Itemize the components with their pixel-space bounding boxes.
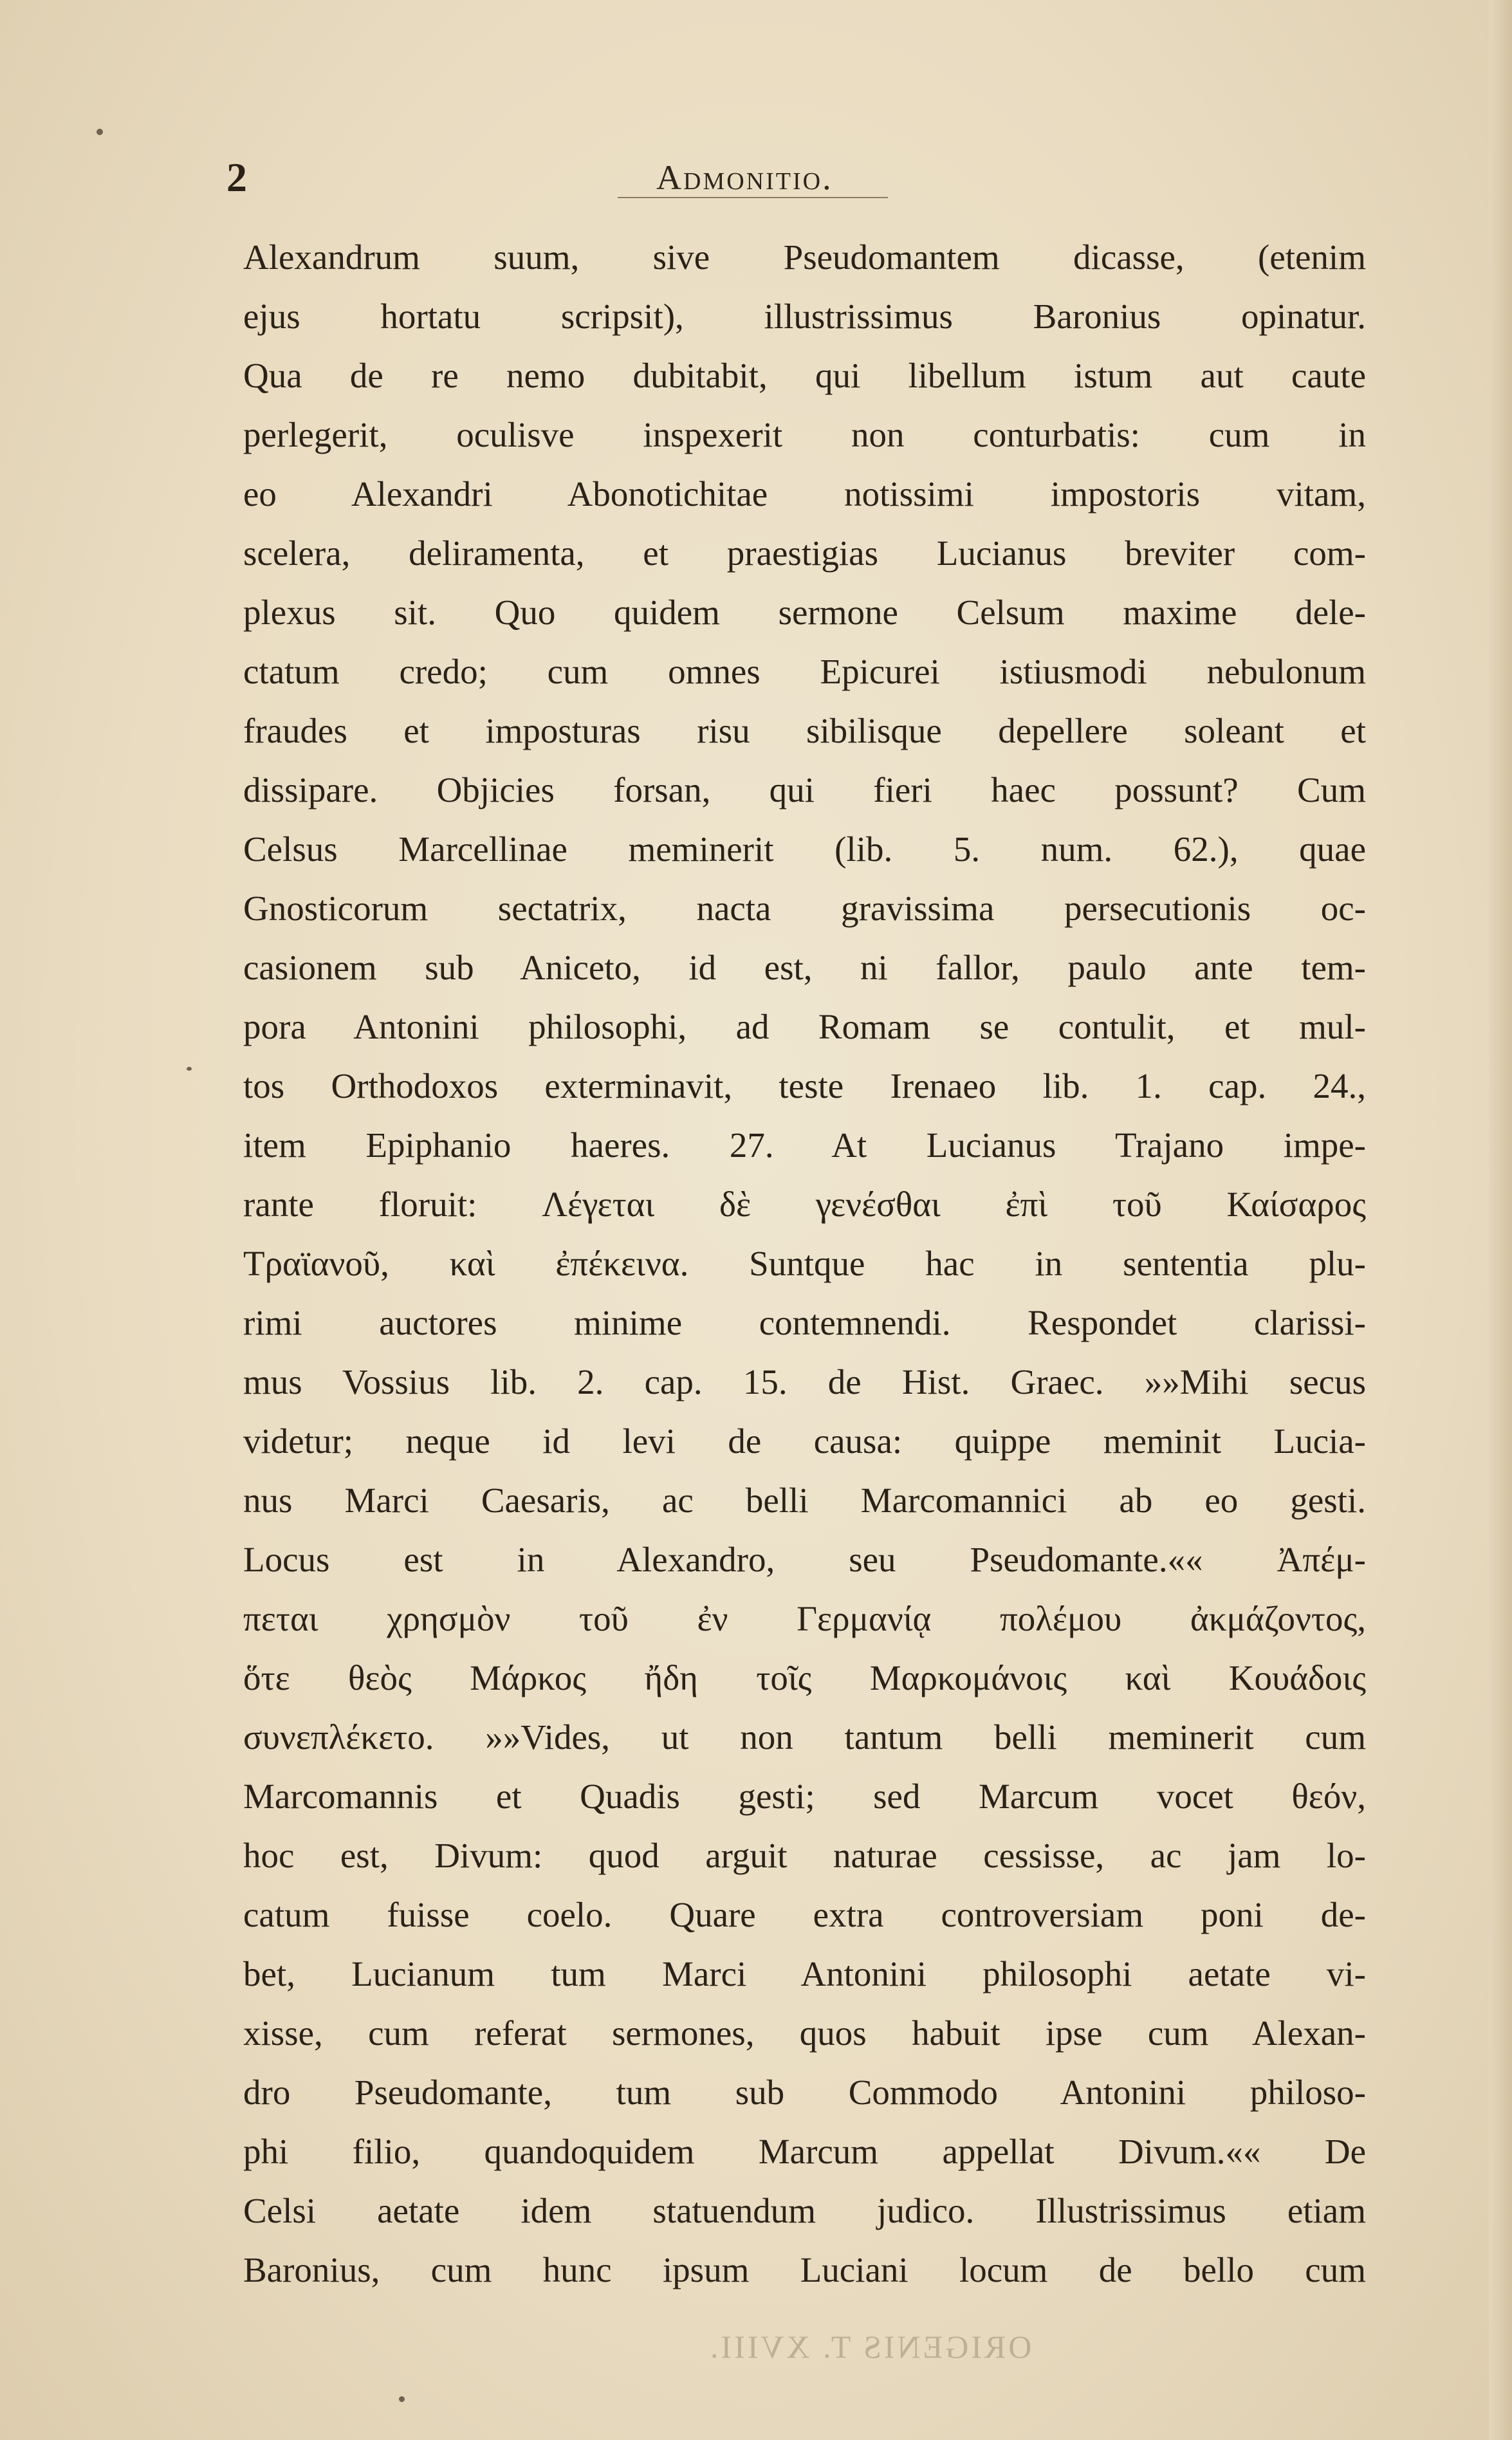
text-line: eo Alexandri Abonotichitae notissimi impostoris vitam, [243,474,1366,513]
text-line: bet, Lucianum tum Marci Antonini philosophi aetate vi- [243,1954,1366,1993]
paper-speck [399,2396,405,2402]
paper-speck [187,1067,192,1071]
running-head: Admonitio. [656,158,833,197]
text-line: Locus est in Alexandro, seu Pseudomante.«« Ἀπέμ- [243,1540,1366,1579]
bleed-through-signature: ORIGENIS T. XVIII. [708,2329,1032,2365]
text-line: Baronius, cum hunc ipsum Luciani locum de bello cum [243,2250,1366,2289]
text-line: fraudes et imposturas risu sibilisque depellere soleant et [243,711,1366,750]
text-line: Τραϊανοῦ, καὶ ἐπέκεινα. Suntque hac in sententia plu- [243,1244,1366,1283]
text-line: catum fuisse coelo. Quare extra controversiam poni de- [243,1895,1366,1934]
text-line: Marcomannis et Quadis gesti; sed Marcum vocet θεόν, [243,1777,1366,1816]
page-header [0,152,1512,203]
text-line: videtur; neque id levi de causa: quippe meminit Lucia- [243,1421,1366,1461]
text-line: hoc est, Divum: quod arguit naturae cessisse, ac jam lo- [243,1836,1366,1875]
text-line: ὅτε θεὸς Μάρκος ἤδη τοῖς Μαρκομάνοις καὶ Κουάδοις [243,1658,1366,1697]
text-line: ctatum credo; cum omnes Epicurei istiusmodi nebulonum [243,652,1366,691]
text-line: scelera, deliramenta, et praestigias Lucianus breviter com- [243,533,1366,573]
text-line: plexus sit. Quo quidem sermone Celsum maxime dele- [243,593,1366,632]
text-line: casionem sub Aniceto, id est, ni fallor, paulo ante tem- [243,948,1366,987]
text-line: Gnosticorum sectatrix, nacta gravissima persecutionis oc- [243,889,1366,928]
text-line: rimi auctores minime contemnendi. Respondet clarissi- [243,1303,1366,1342]
text-line: item Epiphanio haeres. 27. At Lucianus Trajano impe- [243,1125,1366,1165]
text-line: πεται χρησμὸν τοῦ ἐν Γερμανίᾳ πολέμου ἀκμάζοντος, [243,1599,1366,1638]
text-line: perlegerit, oculisve inspexerit non conturbatis: cum in [243,415,1366,454]
paper-speck [97,129,103,135]
text-line: mus Vossius lib. 2. cap. 15. de Hist. Graec. »»Mihi secus [243,1362,1366,1401]
text-line: Celsus Marcellinae meminerit (lib. 5. num. 62.), quae [243,829,1366,869]
text-line: Qua de re nemo dubitabit, qui libellum istum aut caute [243,356,1366,395]
page-number: 2 [226,154,247,200]
text-line: ejus hortatu scripsit), illustrissimus Baronius opinatur. [243,297,1366,336]
text-line: xisse, cum referat sermones, quos habuit ipse cum Alexan- [243,2013,1366,2053]
text-line: pora Antonini philosophi, ad Romam se contulit, et mul- [243,1007,1366,1046]
text-line: phi filio, quandoquidem Marcum appellat Divum.«« De [243,2132,1366,2171]
text-line: Alexandrum suum, sive Pseudomantem dicasse, (etenim [243,237,1366,277]
text-line: tos Orthodoxos exterminavit, teste Irenaeo lib. 1. cap. 24., [243,1066,1366,1105]
text-line: nus Marci Caesaris, ac belli Marcomannici ab eo gesti. [243,1481,1366,1520]
body-text [243,228,1366,2300]
text-line: συνεπλέκετο. »»Vides, ut non tantum belli meminerit cum [243,1717,1366,1757]
page-edge-shadow [1489,0,1512,2440]
text-line: dro Pseudomante, tum sub Commodo Antonini philoso- [243,2073,1366,2112]
text-line: dissipare. Objicies forsan, qui fieri haec possunt? Cum [243,770,1366,809]
text-line: rante floruit: Λέγεται δὲ γενέσθαι ἐπὶ τοῦ Καίσαρος [243,1185,1366,1224]
header-rule [618,197,888,198]
text-line: Celsi aetate idem statuendum judico. Illustrissimus etiam [243,2191,1366,2230]
